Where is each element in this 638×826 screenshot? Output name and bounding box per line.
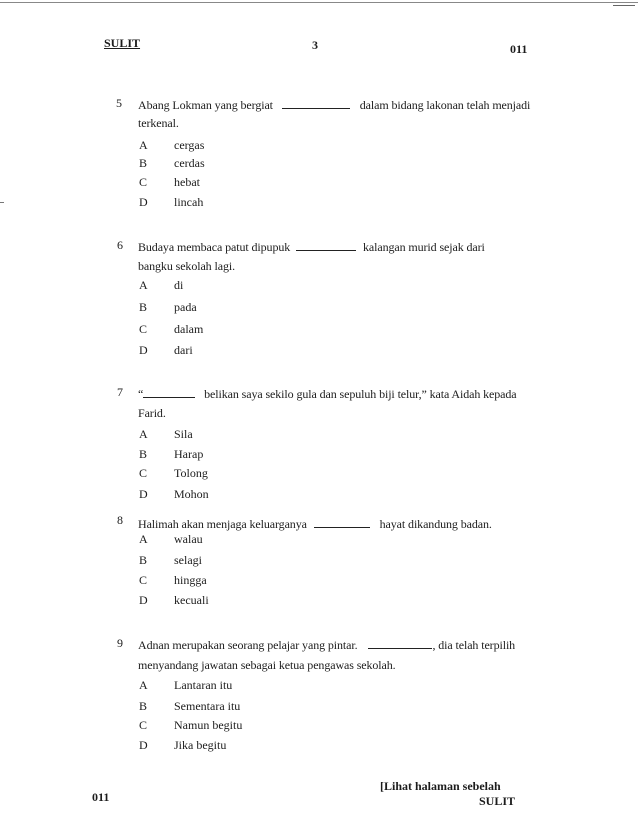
question-text-before: Abang Lokman yang bergiat	[138, 98, 273, 112]
question-number: 5	[116, 96, 122, 110]
option-letter: B	[139, 447, 148, 461]
option-letter: A	[139, 278, 148, 292]
question-text-after: belikan saya sekilo gula dan sepuluh biji telur,” kata Aidah kepada	[204, 387, 517, 401]
option-text: cergas	[174, 138, 205, 152]
question-text-line2: terkenal.	[138, 116, 179, 130]
option-letter: A	[139, 427, 148, 441]
option-letter: D	[139, 738, 148, 752]
header-code: 011	[510, 42, 528, 56]
scan-edge-tick-left	[0, 202, 4, 203]
option-text: cerdas	[174, 156, 205, 170]
footer-code: 011	[92, 790, 110, 804]
option-letter: A	[139, 532, 148, 546]
option-letter: D	[139, 593, 148, 607]
answer-blank	[314, 518, 370, 528]
option-text: selagi	[174, 553, 202, 567]
option-letter: B	[139, 699, 148, 713]
question-number: 7	[117, 385, 123, 399]
question-number: 6	[117, 238, 123, 252]
question-text-line2: bangku sekolah lagi.	[138, 259, 235, 273]
option-letter: A	[139, 678, 148, 692]
question-number: 8	[117, 513, 123, 527]
question-text-after: kalangan murid sejak dari	[362, 240, 485, 254]
question-text-before: “	[138, 387, 144, 401]
option-text: hebat	[174, 175, 200, 189]
option-letter: A	[139, 138, 148, 152]
option-text: walau	[174, 532, 203, 546]
option-text: lincah	[174, 195, 204, 209]
footer-sulit: SULIT	[479, 794, 516, 808]
option-letter: C	[139, 466, 148, 480]
option-text: Mohon	[174, 487, 209, 501]
option-text: Tolong	[174, 466, 208, 480]
option-text: Lantaran itu	[174, 678, 233, 692]
option-text: di	[174, 278, 184, 292]
question-text-line1	[138, 387, 517, 402]
option-text: Harap	[174, 447, 204, 461]
option-letter: B	[139, 553, 148, 567]
answer-blank	[282, 99, 350, 109]
option-letter: B	[139, 300, 148, 314]
header-page-number: 3	[312, 38, 318, 52]
option-letter: C	[139, 175, 148, 189]
question-text-line1	[138, 638, 515, 653]
option-text: hingga	[174, 573, 207, 587]
question-text-line1	[138, 517, 492, 532]
footer-next-page: [Lihat halaman sebelah	[380, 779, 501, 793]
option-text: Sila	[174, 427, 193, 441]
scan-edge-mark	[613, 5, 635, 6]
option-text: kecuali	[174, 593, 209, 607]
option-text: Sementara itu	[174, 699, 241, 713]
option-letter: C	[139, 718, 148, 732]
question-text-line1	[138, 98, 530, 113]
option-text: Jika begitu	[174, 738, 227, 752]
header-sulit: SULIT	[104, 36, 141, 50]
option-letter: D	[139, 343, 148, 357]
answer-blank	[296, 241, 356, 251]
answer-blank	[143, 388, 195, 398]
scan-edge-top	[0, 2, 638, 3]
option-letter: D	[139, 487, 148, 501]
option-letter: C	[139, 573, 148, 587]
question-text-line2: Farid.	[138, 406, 166, 420]
question-text-after: hayat dikandung badan.	[379, 517, 492, 531]
question-text-before: Adnan merupakan seorang pelajar yang pintar.	[138, 638, 358, 652]
option-text: pada	[174, 300, 197, 314]
answer-blank	[368, 639, 432, 649]
option-text: Namun begitu	[174, 718, 243, 732]
question-number: 9	[117, 636, 123, 650]
option-letter: D	[139, 195, 148, 209]
question-text-before: Budaya membaca patut dipupuk	[138, 240, 291, 254]
option-text: dari	[174, 343, 193, 357]
question-text-after: , dia telah terpilih	[432, 638, 516, 652]
option-text: dalam	[174, 322, 204, 336]
question-text-before: Halimah akan menjaga keluarganya	[138, 517, 307, 531]
option-letter: B	[139, 156, 148, 170]
question-text-line2: menyandang jawatan sebagai ketua pengawas sekolah.	[138, 658, 396, 672]
option-letter: C	[139, 322, 148, 336]
question-text-after: dalam bidang lakonan telah menjadi	[359, 98, 531, 112]
question-text-line1	[138, 240, 485, 255]
